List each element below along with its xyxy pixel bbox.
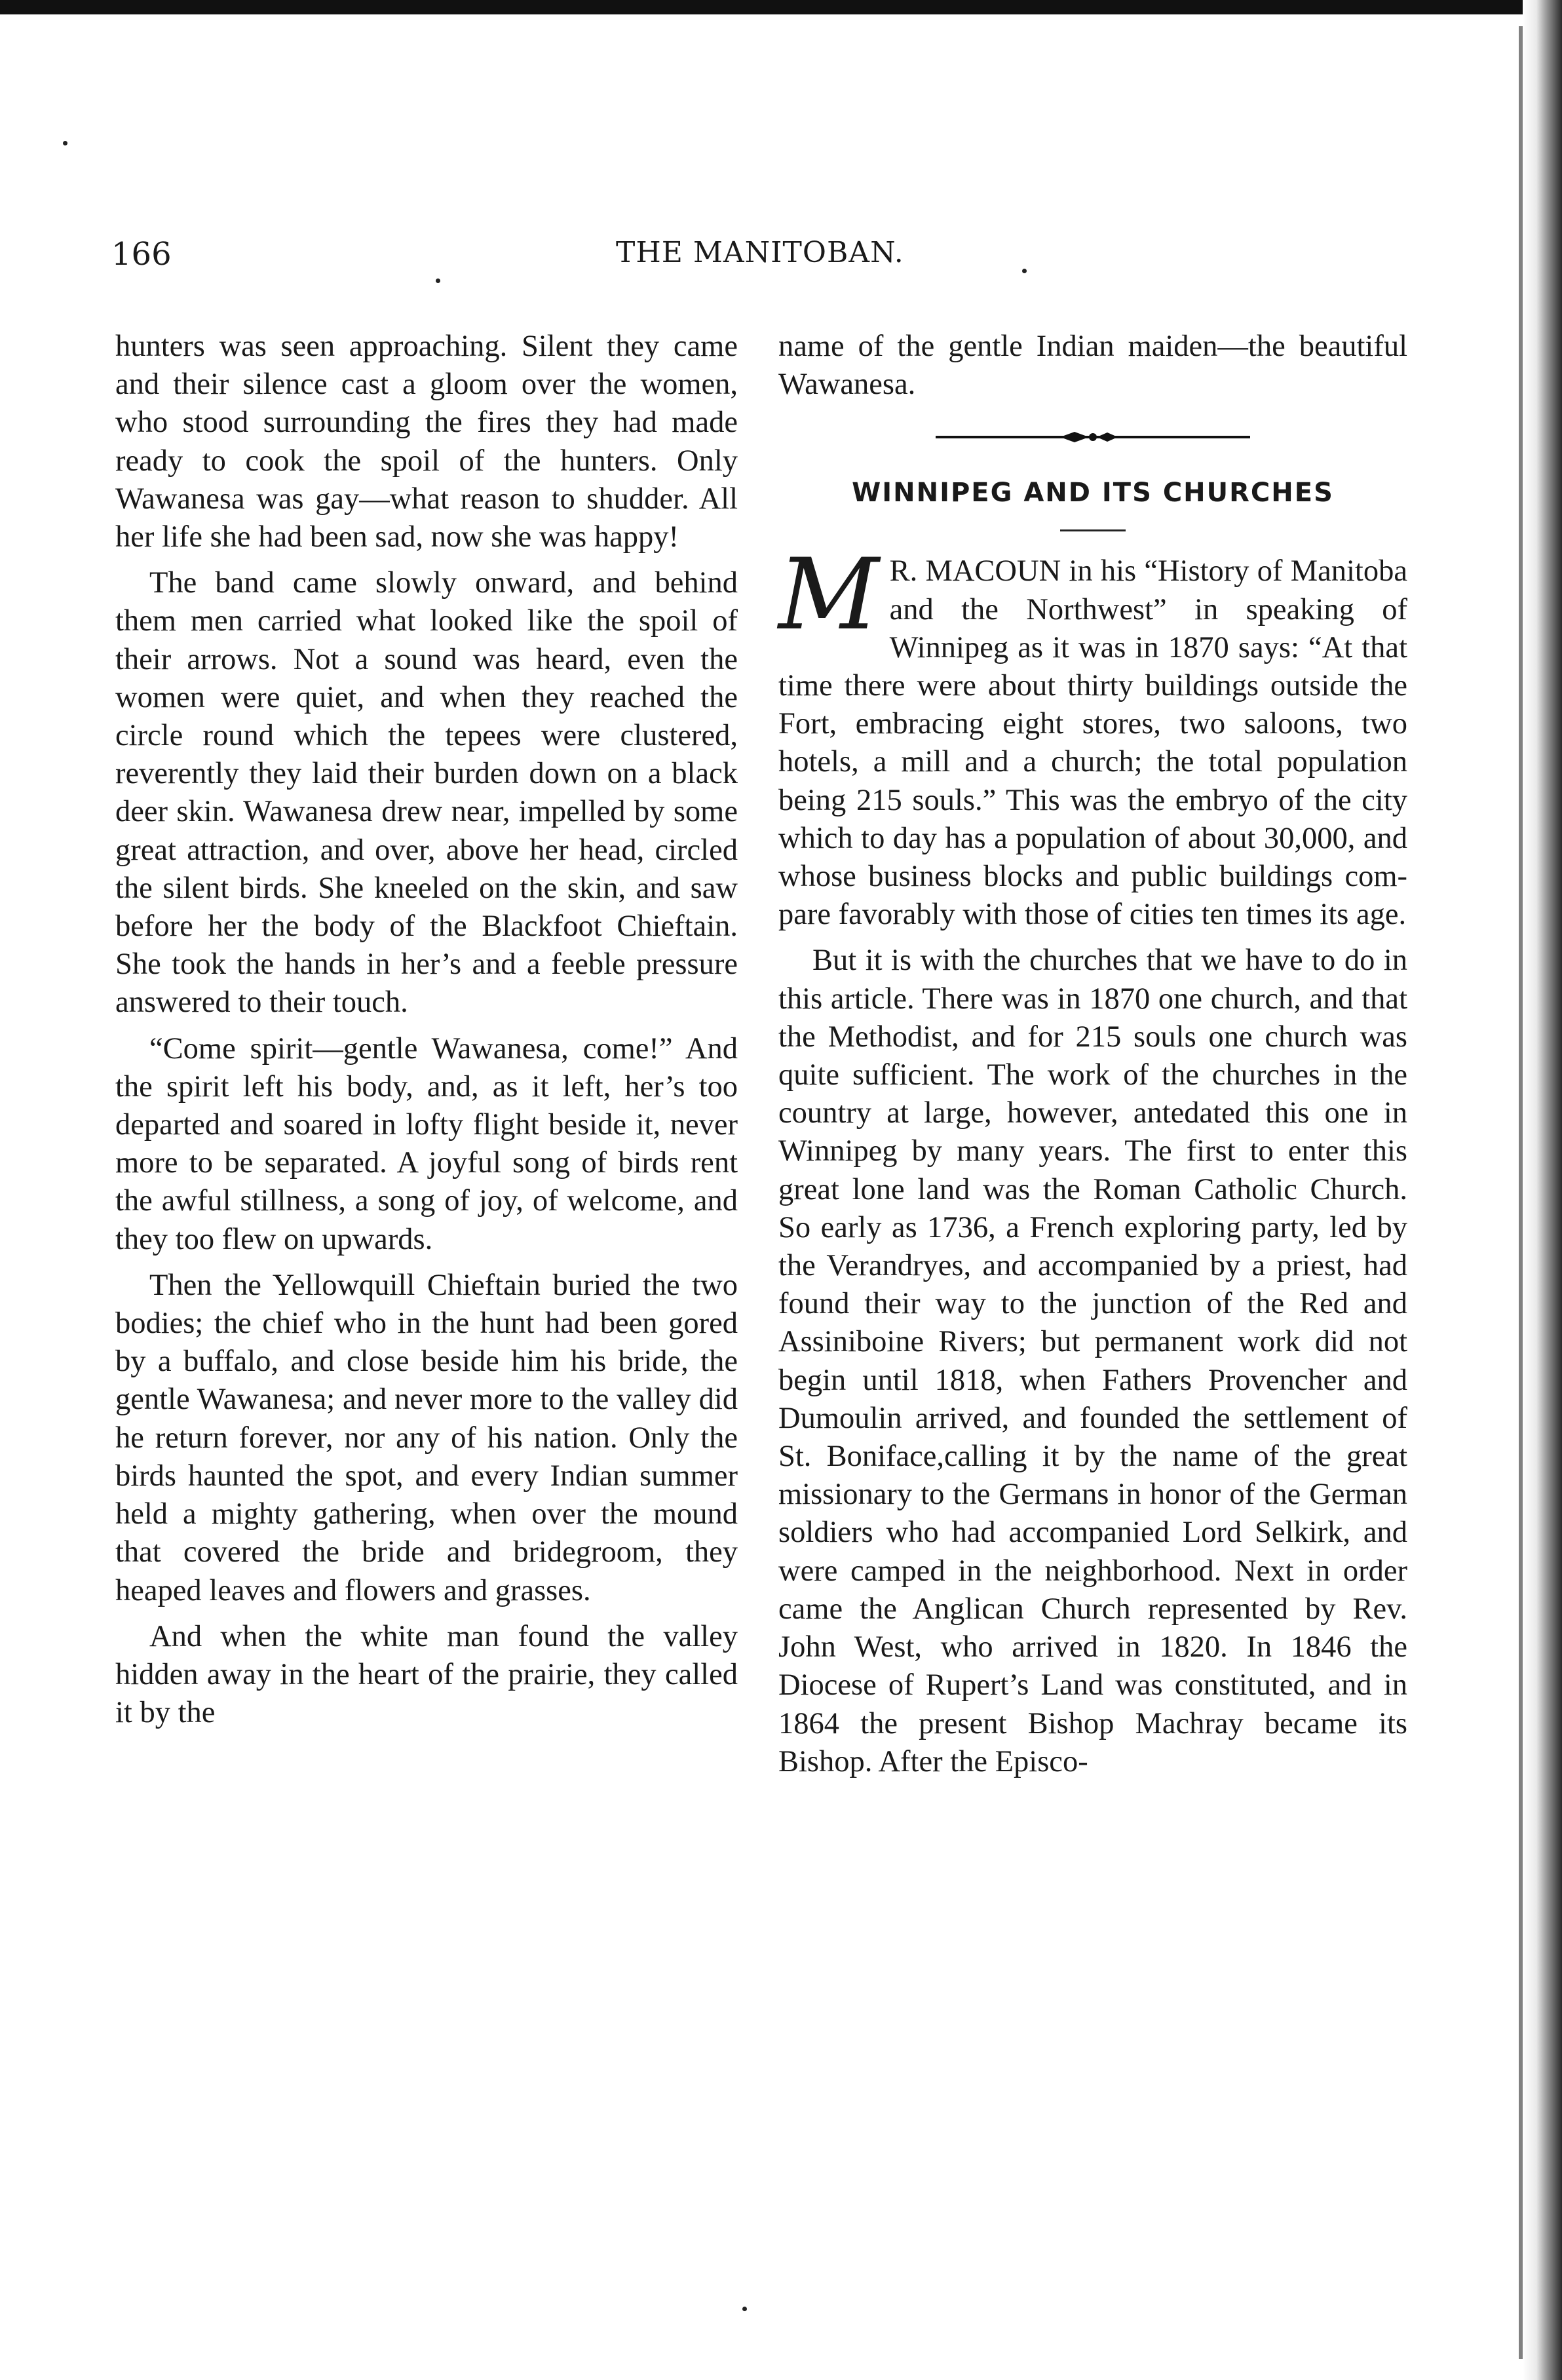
paragraph: Then the Yellowquill Chieftain buried the two bodies; the chief who in the hunt had been gored by a buffalo, and close beside him his bride, the gentle Wawanesa; and never more to the valley did he return forever, nor any of his nation. Only the birds haunted the spot, and every Indian summer held a mighty gathering, when over the mound that covered the bride and bridegroom, they heaped leaves and flowers and grasses.	[115, 1268, 738, 1607]
section-title: WINNIPEG AND ITS CHURCHES	[852, 478, 1334, 509]
right-column	[778, 328, 1407, 1789]
page-edge-shadow	[1523, 0, 1562, 2380]
paragraph-continuation: name of the gentle Indian maiden—the beautiful Wawanesa.	[778, 330, 1407, 402]
paragraph-text: R. MACOUN in his “History of Manitoba and the Northwest” in speaking of Winnipeg as it was in 1870 says: “At that time there were about thirty buildings outside the Fort, embracing eight stores, two saloons, two hotels, a mill and a church; the total population being 215 souls.” This was the embryo of the city which to day has a population of about 30,000, and whose business blocks and public buildings compare favorably with those of cities ten times its age.	[778, 554, 1407, 932]
title-rule	[1060, 529, 1126, 531]
scan-speck	[63, 141, 67, 145]
page-edge-line	[1519, 26, 1523, 2359]
scan-speck	[1022, 269, 1027, 273]
left-column	[115, 328, 738, 1740]
paragraph	[778, 538, 1407, 934]
paragraph: “Come spirit—gentle Wawanesa, come!” And the spirit left his body, and, as it left, her’s too departed and soared in lofty flight beside it, never more to be separated. A joyful song of birds rent the awful stillness, a song of joy, of welcome, and they too flew on upwards.	[115, 1031, 738, 1256]
paragraph: But it is with the churches that we have to do in this article. There was in 1870 one church, and that the Methodist, and for 215 souls one church was quite sufficient. The work of the churches in the country at large, however, antedated this one in Winnipeg by many years. The first to enter this great lone land was the Roman Catholic Church. So early as 1736, a French exploring party, led by the Verandryes, and accompanied by a priest, had found their way to the junction of the Red and Assiniboine Rivers; but permanent work did not begin until 1818, when Fathers Provencher and Dumoulin arrived, and founded the settlement of St. Boniface,calling it by the name of the great missionary to the Germans in honor of the German soldiers who had accompanied Lord Selkirk, and were camped in the neighborhood. Next in order came the Anglican Church represented by Rev. John West, who arrived in 1820. In 1846 the Diocese of Rupert’s Land was constituted, and in 1864 the present Bishop Machray became its Bishop. After the Episco-	[778, 944, 1407, 1778]
top-scan-border	[0, 0, 1562, 14]
page-number: 166	[111, 236, 172, 273]
ornamental-divider	[929, 427, 1257, 447]
paragraph: hunters was seen approaching. Silent they came and their silence cast a gloom over the women, who stood surrounding the fires they had made ready to cook the spoil of the hunters. Only Wawanesa was gay—what reason to shudder. All her life she had been sad, now she was happy!	[115, 330, 738, 554]
paragraph: And when the white man found the valley hidden away in the heart of the prairie, they called it by the	[115, 1619, 738, 1730]
scan-speck	[436, 278, 440, 283]
drop-cap: M	[778, 538, 879, 653]
paragraph: The band came slowly onward, and behind them men carried what looked like the spoil of their arrows. Not a sound was heard, even the women were quiet, and when they reached the circle round which the tepees were clustered, reverently they laid their burden down on a black deer skin. Wawanesa drew near, impelled by some great attraction, and over, above her head, circled the silent birds. She kneeled on the skin, and saw before her the body of the Blackfoot Chieftain. She took the hands in her’s and a feeble pressure answered to their touch.	[115, 566, 738, 1020]
running-title: THE MANITOBAN.	[616, 236, 904, 269]
scan-speck	[742, 2307, 747, 2311]
